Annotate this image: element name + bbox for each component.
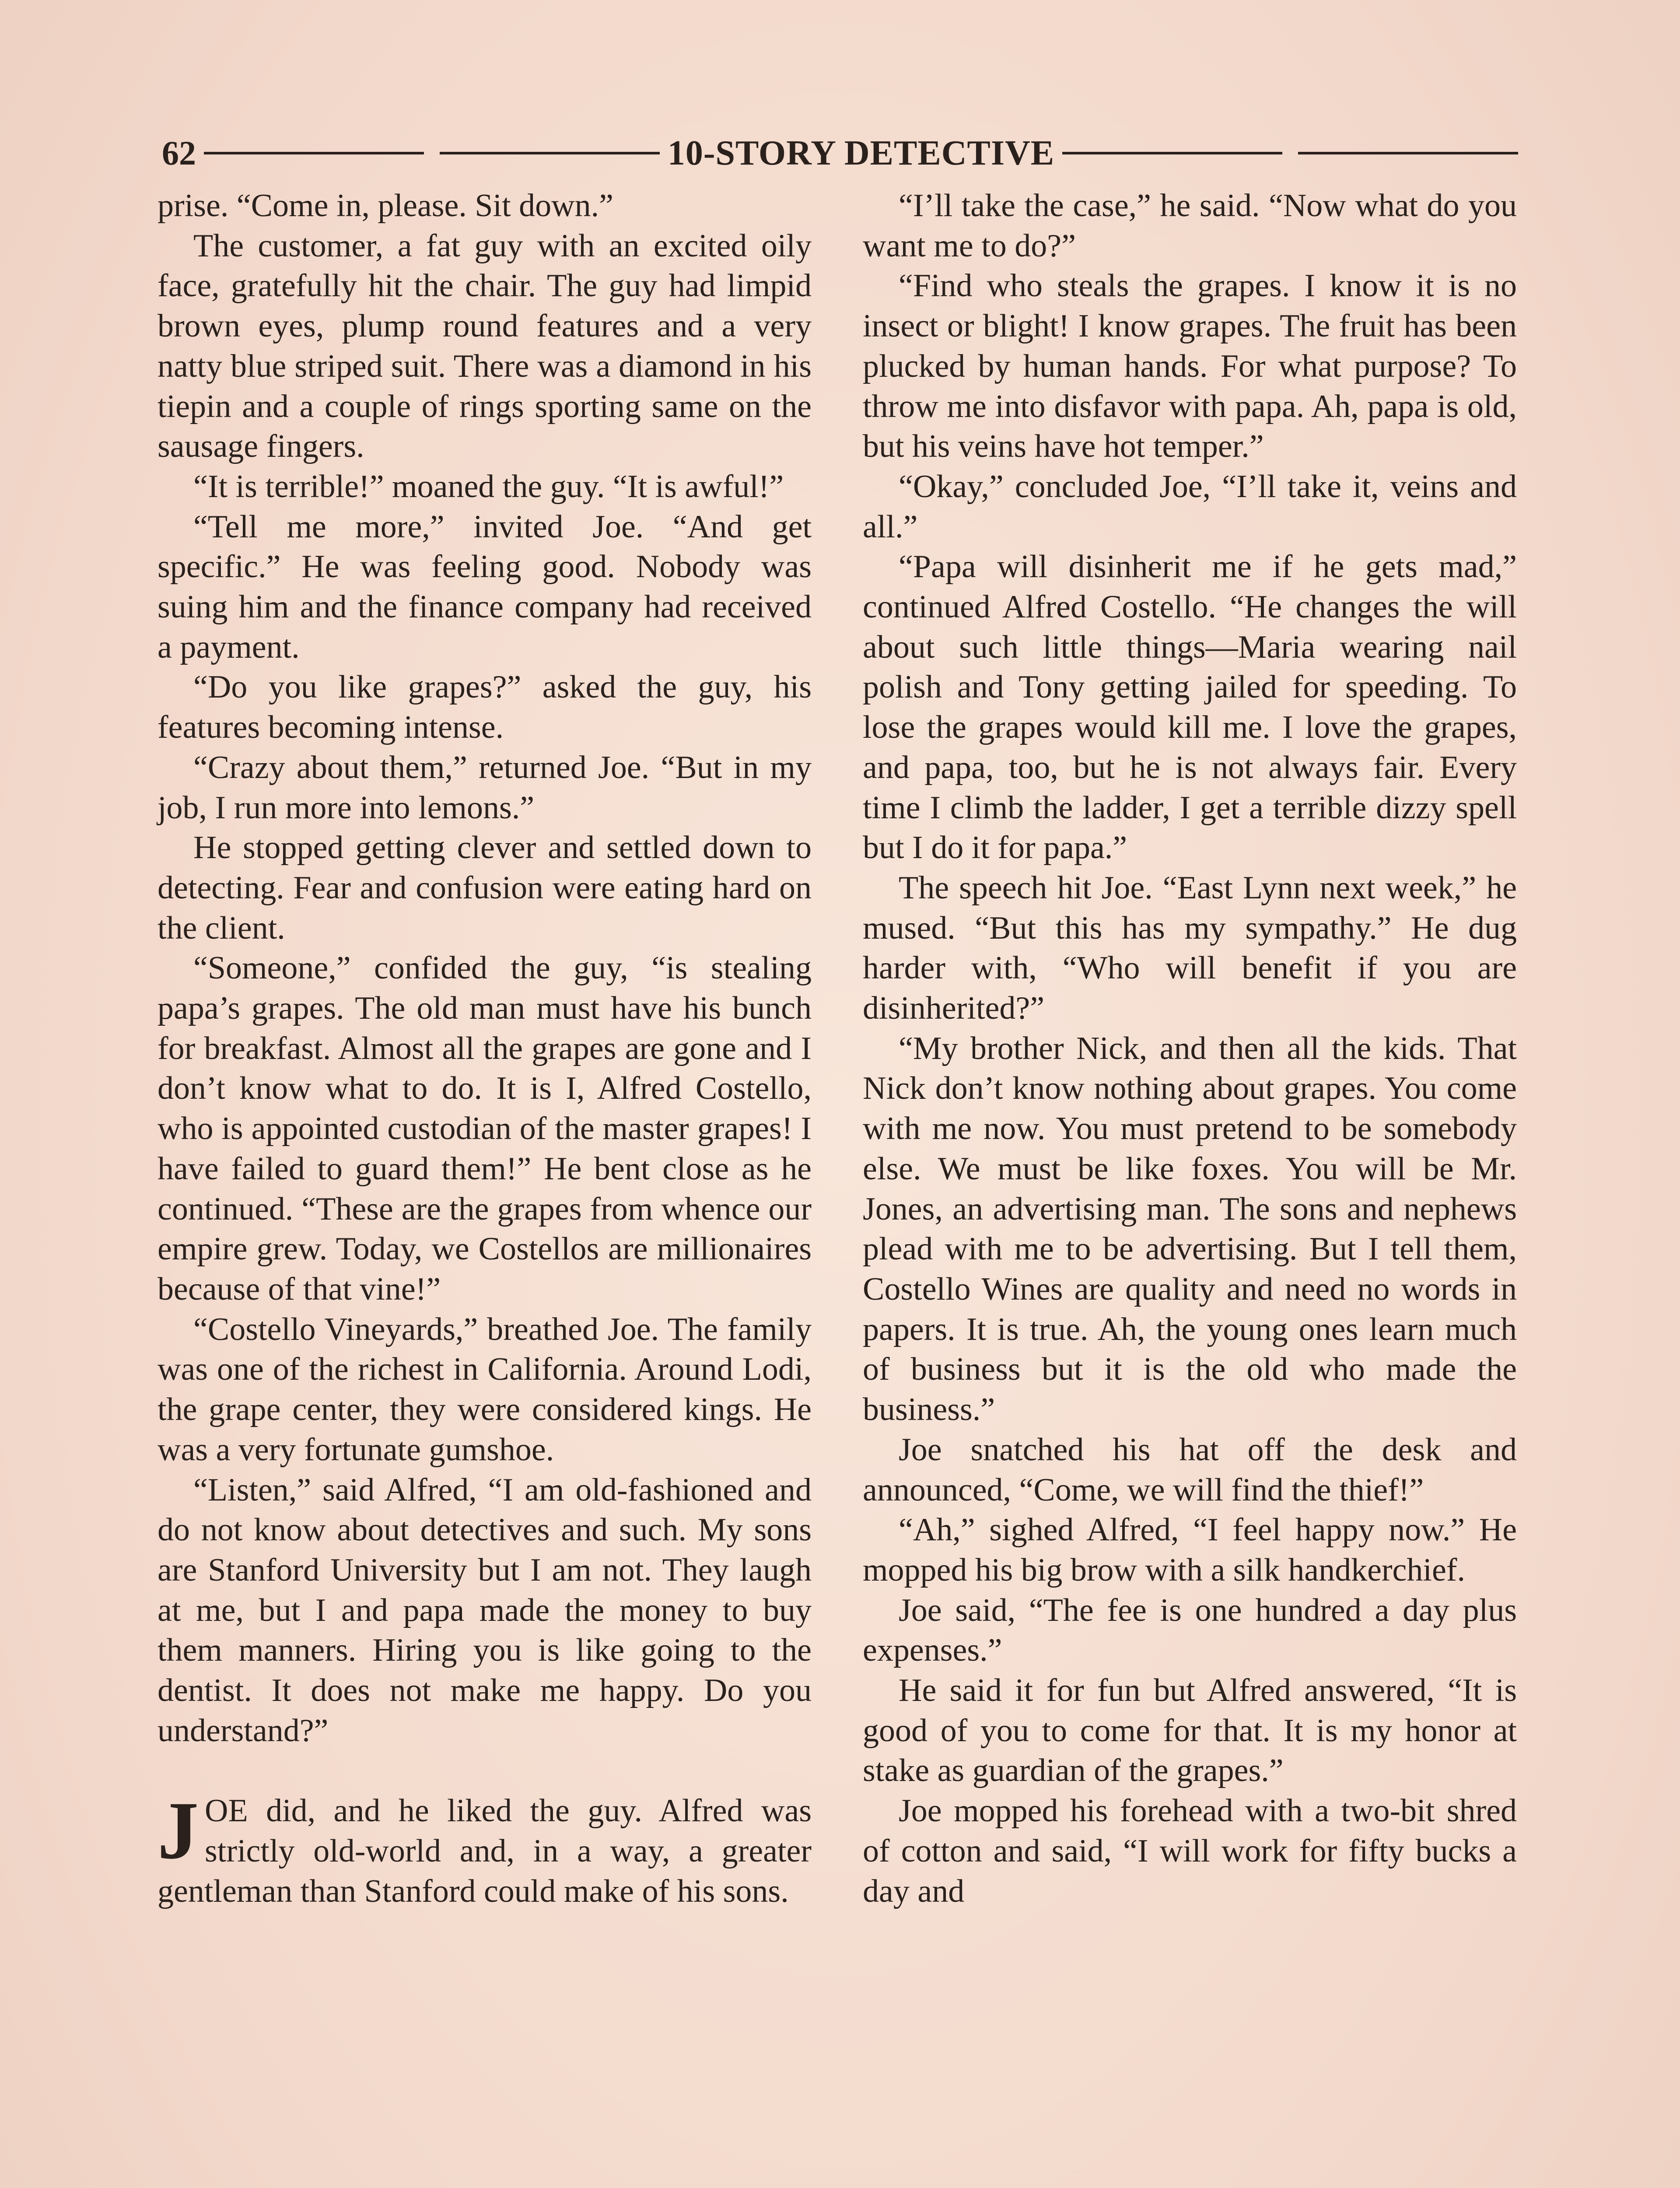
header-rule-right-2: [1298, 152, 1518, 154]
paragraph: prise. “Come in, please. Sit down.”: [158, 188, 613, 224]
paragraph: He stopped getting clever and settled down to detecting. Fear and confusion were eating hard on the client.: [158, 830, 812, 946]
paragraph: “Tell me more,” invited Joe. “And get specific.” He was feeling good. Nobody was suing him and the finance company had received a payment.: [158, 508, 812, 665]
section-start-paragraph: [158, 1785, 812, 1911]
drop-cap: J: [158, 1785, 199, 1876]
left-column: [158, 186, 812, 1912]
header-rule-right: [1062, 152, 1282, 154]
running-title: 10-STORY DETECTIVE: [667, 133, 1055, 172]
header-rule-left-2: [440, 152, 660, 154]
paragraph: Joe snatched his hat off the desk and announced, “Come, we will find the thief!”: [863, 1431, 1517, 1508]
paragraph: “Costello Vineyards,” breathed Joe. The family was one of the richest in California. Around Lodi, the grape center, they were considered kings. He was a very fortunate gumshoe.: [158, 1311, 812, 1468]
header-rule-left: [204, 152, 424, 154]
page-header: [162, 131, 1518, 175]
section-start-text: OE did, and he liked the guy. Alfred was strictly old-world and, in a way, a greater gentleman than Stanford could make of his sons.: [158, 1793, 812, 1909]
paragraph: Joe said, “The fee is one hundred a day plus expenses.”: [863, 1592, 1517, 1669]
paragraph: “Find who steals the grapes. I know it is no insect or blight! I know grapes. The fruit has been plucked by human hands. For what purpose? To throw me into disfavor with papa. Ah, papa is old, but his veins have hot temper.”: [863, 268, 1517, 465]
right-column: [863, 186, 1517, 1911]
paragraph: “Do you like grapes?” asked the guy, his features becoming intense.: [158, 669, 812, 746]
paragraph: “Listen,” said Alfred, “I am old-fashioned and do not know about detectives and such. My sons are Stanford University but I am not. They laugh at me, but I and papa made the money to buy them manners. Hiring you is like going to the dentist. It does not make me happy. Do you understand?”: [158, 1472, 812, 1749]
paragraph: The speech hit Joe. “East Lynn next week,” he mused. “But this has my sympathy.” He dug harder with, “Who will benefit if you are disinherited?”: [863, 870, 1517, 1027]
paragraph: “Crazy about them,” returned Joe. “But in my job, I run more into lemons.”: [158, 749, 812, 826]
paragraph: “Okay,” concluded Joe, “I’ll take it, veins and all.”: [863, 468, 1517, 545]
paragraph: Joe mopped his forehead with a two-bit shred of cotton and said, “I will work for fifty bucks a day and: [863, 1793, 1517, 1909]
paragraph: “My brother Nick, and then all the kids. That Nick don’t know nothing about grapes. You come with me now. You must pretend to be somebody else. We must be like foxes. You will be Mr. Jones, an advertising man. The sons and nephews plead with me to be advertising. But I tell them, Costello Wines are quality and need no words in papers. It is true. Ah, the young ones learn much of business but it is the old who made the business.”: [863, 1030, 1517, 1428]
paragraph: The customer, a fat guy with an excited oily face, gratefully hit the chair. The guy had limpid brown eyes, plump round features and a very natty blue striped suit. There was a diamond in his tiepin and a couple of rings sporting same on the sausage fingers.: [158, 228, 812, 465]
paragraph: “Papa will disinherit me if he gets mad,” continued Alfred Costello. “He changes the will about such little things—Maria wearing nail polish and Tony getting jailed for speeding. To lose the grapes would kill me. I love the grapes, and papa, too, but he is not always fair. Every time I climb the ladder, I get a terrible dizzy spell but I do it for papa.”: [863, 549, 1517, 866]
paragraph: “Ah,” sighed Alfred, “I feel happy now.” He mopped his big brow with a silk handkerchief.: [863, 1512, 1517, 1588]
paragraph: “Someone,” confided the guy, “is stealing papa’s grapes. The old man must have his bunch for breakfast. Almost all the grapes are gone and I don’t know what to do. It is I, Alfred Costello, who is appointed custodian of the master grapes! I have failed to guard them!” He bent close as he continued. “These are the grapes from whence our empire grew. Today, we Costellos are millionaires because of that vine!”: [158, 950, 812, 1307]
paragraph: “It is terrible!” moaned the guy. “It is awful!”: [193, 468, 784, 505]
paragraph: He said it for fun but Alfred answered, “It is good of you to come for that. It is my honor at stake as guardian of the grapes.”: [863, 1673, 1517, 1789]
paragraph: “I’ll take the case,” he said. “Now what do you want me to do?”: [863, 188, 1517, 264]
page-number: 62: [162, 134, 196, 172]
